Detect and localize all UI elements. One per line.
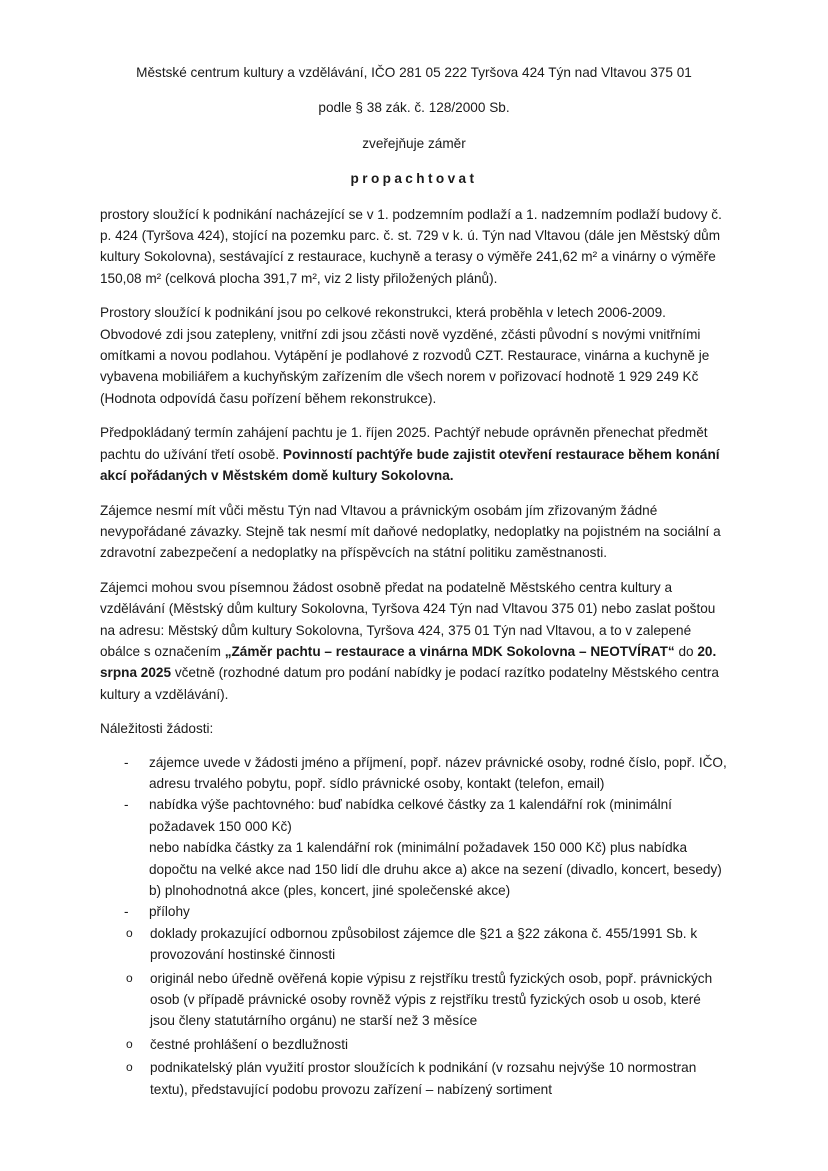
dash-marker: - <box>124 754 129 770</box>
lease-obligation-text: Povinností pachtýře bude zajistit otevření restaurace během konání akcí pořádaných v Městském domě kultury Sokolovna. <box>100 446 720 484</box>
paragraph-premises: prostory sloužící k podnikání nacházející se v 1. podzemním podlaží a 1. nadzemním podlaží budovy č. p. 424 (Tyršova 424), stojící na pozemku parc. č. st. 729 v k. ú. Týn nad Vltavou (dále jen Městský dům kultury Sokolovna), sestávající z restaurace, kuchyně a terasy o výměře 241,62 m² a vinárny o výměře 150,08 m² (celková plocha 391,7 m², viz 2 listy přiložených plánů). <box>100 206 722 286</box>
circle-marker: o <box>126 1060 133 1075</box>
attachment-item <box>100 1057 728 1100</box>
requirement-item-attachments <box>100 901 728 922</box>
requirement-text: přílohy <box>149 904 190 920</box>
attachment-text: podnikatelský plán využití prostor sloužících k podnikání (v rozsahu nejvýše 10 normostran textu), představující podobu provozu zařízení – nabízený sortiment <box>150 1060 697 1097</box>
requirement-text-alt: nebo nabídka částky za 1 kalendářní rok (minimální požadavek 150 000 Kč) plus nabídka dopočtu na velké akce nad 150 lidí dle druhu akce a) akce na sezení (divadlo, koncert, besedy) b) plnohodnotná akce (ples, koncert, jiné společenské akce) <box>149 840 722 898</box>
paragraph-lease-terms <box>100 422 728 486</box>
document-title: propachtovat <box>350 171 478 187</box>
requirement-item-rent <box>100 794 728 901</box>
header-legal-basis: podle § 38 zák. č. 128/2000 Sb. <box>318 100 510 116</box>
header-announcement: zveřejňuje záměr <box>362 135 466 151</box>
submission-deadline: 20. srpna 2025 <box>100 643 717 681</box>
dash-marker: - <box>124 904 129 920</box>
attachment-text: čestné prohlášení o bezdlužnosti <box>150 1036 348 1052</box>
requirement-text: nabídka výše pachtovného: buď nabídka celkové částky za 1 kalendářní rok (minimální požadavek 150 000 Kč) <box>149 797 672 834</box>
attachment-item <box>100 968 728 1032</box>
attachment-item <box>100 923 728 966</box>
envelope-label: „Záměr pachtu – restaurace a vinárna MDK Sokolovna – NEOTVÍRAT“ <box>224 643 675 659</box>
submission-text: Zájemci mohou svou písemnou žádost osobně předat na podatelně Městského centra kultury a vzdělávání (Městský dům kultury Sokolovna, Tyršova 424 Týn nad Vltavou 375 01) nebo zaslat poštou na adresu: Městský dům kultury Sokolovna, Tyršova 424, 375 01 Týn nad Vltavou, a to v zalepené obálce s označením <box>100 579 716 659</box>
header-organization: Městské centrum kultury a vzdělávání, IČO 281 05 222 Tyršova 424 Týn nad Vltavou 375 01 <box>136 65 692 80</box>
requirements-label: Náležitosti žádosti: <box>100 721 214 737</box>
requirement-text: zájemce uvede v žádosti jméno a příjmení, popř. název právnické osoby, rodné číslo, popř. IČO, adresu trvalého pobytu, popř. sídlo právnické osoby, kontakt (telefon, email) <box>149 754 727 791</box>
attachment-text: originál nebo úředně ověřená kopie výpisu z rejstříku trestů fyzických osob, popř. právnických osob (v případě právnické osoby rovněž výpis z rejstříku trestů fyzických osob u osob, které jsou členy statutárního orgánu) ne starší než 3 měsíce <box>150 970 713 1029</box>
circle-marker: o <box>126 970 133 985</box>
attachment-text: doklady prokazující odbornou způsobilost zájemce dle §21 a §22 zákona č. 455/1991 Sb. k provozování hostinské činnosti <box>150 925 698 963</box>
dash-marker: - <box>124 797 129 813</box>
requirement-item-contact <box>100 752 728 795</box>
attachment-item <box>100 1034 728 1055</box>
lease-start-text: Předpokládaný termín zahájení pachtu je 1. říjen 2025. Pachtýř nebude oprávněn přenechat předmět pachtu do užívání třetí osobě. <box>100 425 708 462</box>
attachments-list <box>100 923 728 1100</box>
circle-marker: o <box>126 1036 133 1051</box>
paragraph-submission <box>100 577 728 705</box>
paragraph-reconstruction: Prostory sloužící k podnikání jsou po celkové rekonstrukci, která proběhla v letech 2006-2009. Obvodové zdi jsou zatepleny, vnitřní zdi jsou zčásti nově vyzděné, zčásti původní s novými vnitřními omítkami a novou podlahou. Vytápění je podlahové z rozvodů CZT. Restaurace, vinárna a kuchyně je vybavena mobiliářem a kuchyňským zařízením dle všech norem v pořizovací hodnotě 1 929 249 Kč (Hodnota odpovídá času pořízení během rekonstrukce). <box>100 305 710 406</box>
circle-marker: o <box>126 925 133 940</box>
requirements-list <box>100 752 728 923</box>
submission-tail: včetně (rozhodné datum pro podání nabídky je podací razítko podatelny Městského centra kultury a vzdělávání). <box>100 665 719 702</box>
submission-do: do <box>678 643 694 659</box>
paragraph-debts: Zájemce nesmí mít vůči městu Týn nad Vltavou a právnickým osobám jím zřizovaným žádné nevypořádané závazky. Stejně tak nesmí mít daňové nedoplatky, nedoplatky na pojistném na sociální a zdravotní zabezpečení a nedoplatky na příspěvcích na státní politiku zaměstnanosti. <box>100 502 721 561</box>
